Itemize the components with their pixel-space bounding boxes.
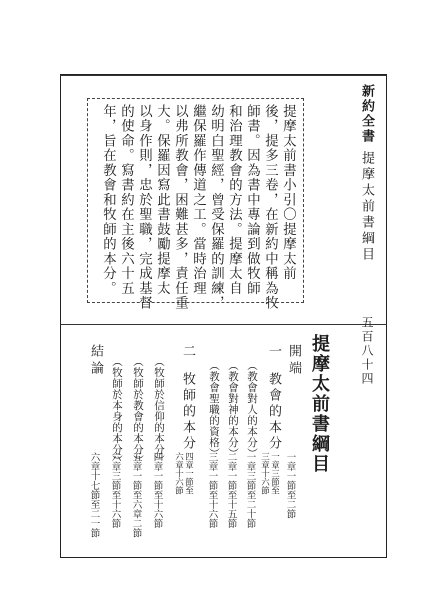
intro-line: 大。保羅因寫此書鼓勵提摩太 [154,104,170,296]
intro-line: 的使命。寫書約在主後六十五 [118,104,134,296]
intro-line: 年，旨在教會和牧師的本分。 [100,104,116,296]
subsection-ref: 三章一節至十六節 [206,452,218,528]
intro-line: 以身作則，忠於聖職，完成基督 [136,104,152,311]
subsection-ref: 一章三節至二十節 [244,452,256,528]
subsection-label: （牧師於本身的本分） [111,356,123,466]
subsection-label: （牧師於信仰的本分） [153,356,165,466]
subsection-ref: 五章一節至六章二節 [130,452,142,538]
section-label: 提摩太前書綱目 [359,151,374,263]
intro-line: 師書。因為書中專論到做牧師 [244,104,260,296]
book-title: 新約全書 [359,84,374,144]
subsection-label: （教會對神的本分） [227,360,239,459]
intro-line: 繼保羅作傳道之工。當時治理 [190,104,206,296]
subsection-ref: 二章一節至十五節 [225,452,237,528]
section-heading: 教會的本分 [266,372,281,452]
opening-label: 開端 [286,344,301,378]
conclusion-label: 結論 [88,344,103,378]
section-number: 一 [266,344,281,357]
section-ref-line: 六章十六節 [173,452,184,495]
page-number: 五百八十四 [360,316,374,386]
intro-line: 後，提多三卷，在新約中稱為牧 [262,104,278,311]
subsection-label: （教會聖職的資格） [208,360,220,459]
intro-line: 幼明白聖經，曾受保羅的訓練， [208,104,224,311]
section-ref-line: 四章一節至 [183,452,194,495]
intro-line: 提摩太前書小引〇提摩太前 [280,104,296,281]
subsection-label: （教會對人的本分） [246,360,258,459]
section-heading: 牧師的本分 [180,372,195,452]
intro-line: 以弗所教會，困難甚多，責任重 [172,104,188,311]
section-ref-line: 一章三節至 [269,452,280,495]
section-ref-line: 三章十六節 [259,452,270,495]
subsection-label: （牧師於教會的本分） [132,356,144,466]
subsection-ref: 六章三節至十六節 [109,452,121,528]
middle-divider [60,324,387,325]
opening-ref: 一章一節至二節 [284,452,296,519]
section-number: 二 [180,344,195,357]
frame-top-inner-rule [60,75,387,76]
intro-line: 和治理教會的方法。提摩太自 [226,104,242,296]
conclusion-ref: 六章十七節至二一節 [88,452,100,538]
subsection-ref: 四章一節至十六節 [151,452,163,528]
outline-title: 提摩太前書綱目 [309,334,330,474]
